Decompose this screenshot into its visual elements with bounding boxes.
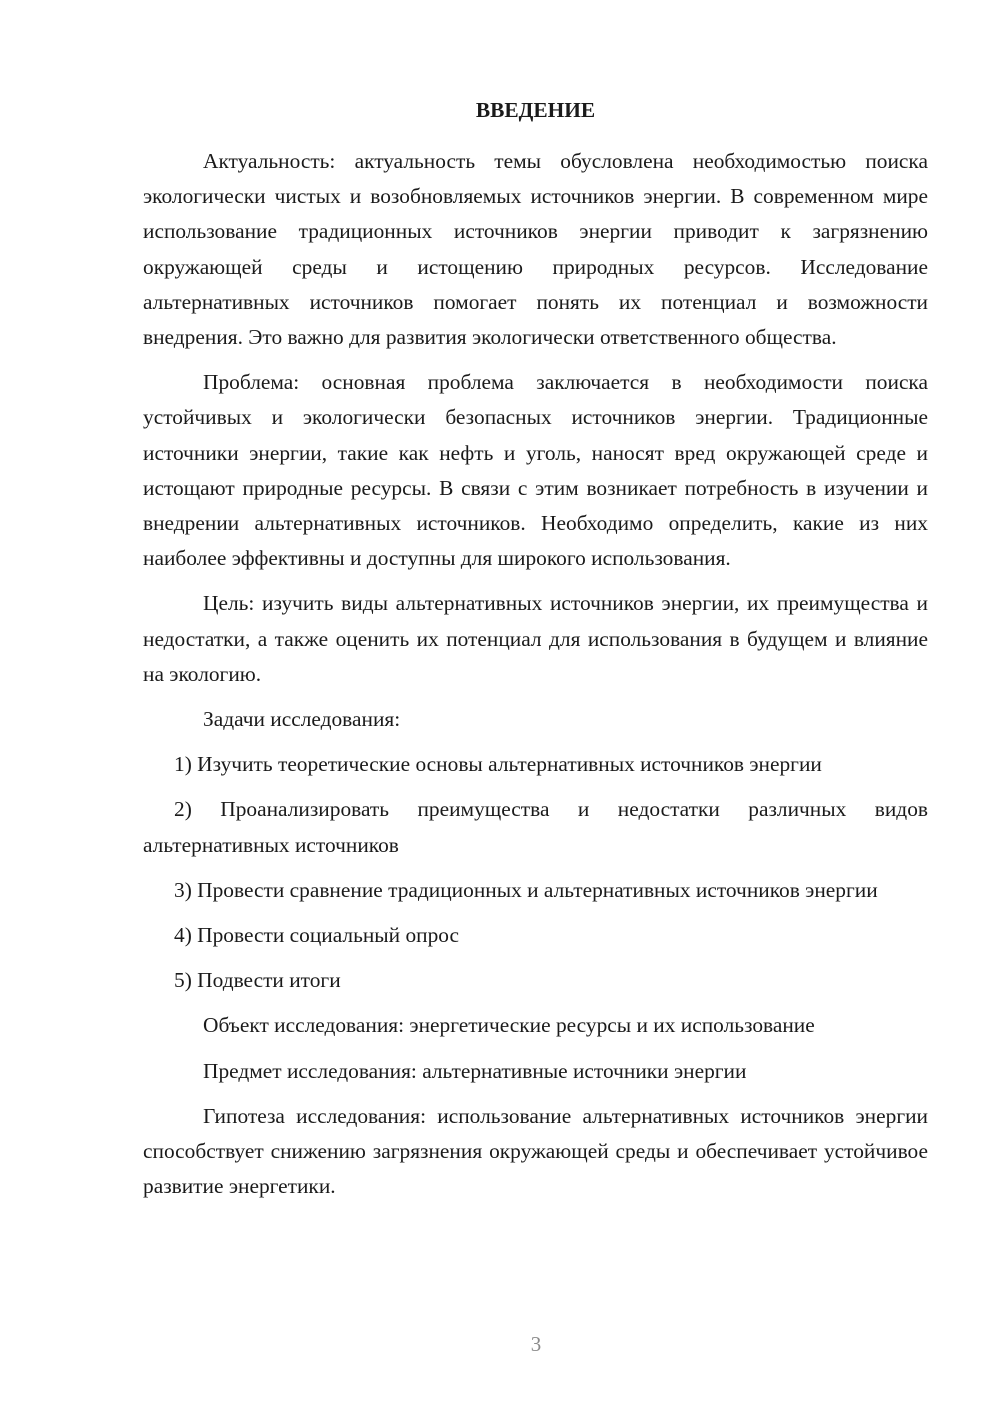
task-item: 5) Подвести итоги	[174, 968, 341, 993]
problem-paragraph: Проблема: основная проблема заключается в необходимости поиска устойчивых и экологически безопасных источников энергии. Традиционные источники энергии, такие как нефть и уголь, наносят вред окружающей среде и истощают природные ресурсы. В связи с этим возникает потребность в изучении и внедрении альтернативных источников. Необходимо определить, какие из них наиболее эффективны и доступны для широкого использования.	[143, 370, 928, 571]
goal-paragraph: Цель: изучить виды альтернативных источников энергии, их преимущества и недостатки, а также оценить их потенциал для использования в будущем и влияние на экологию.	[143, 591, 928, 686]
research-subject: Предмет исследования: альтернативные источники энергии	[203, 1058, 747, 1083]
task-item: 1) Изучить теоретические основы альтернативных источников энергии	[174, 752, 822, 777]
relevance-paragraph: Актуальность: актуальность темы обусловлена необходимостью поиска экологически чистых и возобновляемых источников энергии. В современном мире использование традиционных источников энергии приводит к загрязнению окружающей среды и истощению природных ресурсов. Исследование альтернативных источников помогает понять их потенциал и возможности внедрения. Это важно для развития экологически ответственного общества.	[143, 149, 928, 350]
task-item: 4) Провести социальный опрос	[174, 923, 460, 948]
tasks-list	[143, 747, 928, 998]
section-title: ВВЕДЕНИЕ	[475, 98, 596, 122]
task-item: 3) Провести сравнение традиционных и альтернативных источников энергии	[174, 877, 878, 902]
page-number: 3	[530, 1332, 542, 1356]
task-item: 2) Проанализировать преимущества и недостатки различных видов альтернативных источников	[143, 797, 928, 857]
tasks-heading: Задачи исследования:	[203, 707, 401, 732]
research-hypothesis: Гипотеза исследования: использование альтернативных источников энергии способствует снижению загрязнения окружающей среды и обеспечивает устойчивое развитие энергетики.	[143, 1103, 928, 1199]
document-page	[143, 96, 928, 1204]
research-object: Объект исследования: энергетические ресурсы и их использование	[203, 1013, 815, 1038]
